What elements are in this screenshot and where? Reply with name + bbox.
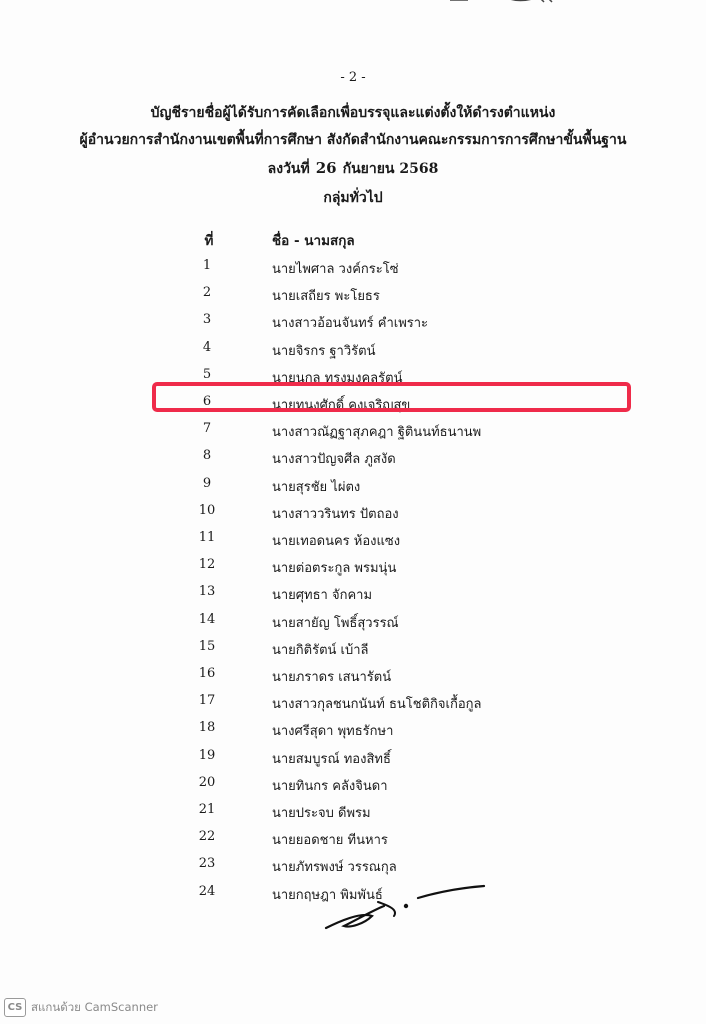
- list-item: [0, 748, 706, 775]
- column-header-number: ที่: [204, 233, 214, 249]
- row-name: นายนุกูล ทรงมงคลรัตน์: [272, 370, 403, 386]
- list-item: [0, 340, 706, 367]
- column-header-name: ชื่อ - นามสกุล: [272, 233, 355, 249]
- row-number: 9: [202, 475, 212, 491]
- row-number: 11: [198, 530, 216, 545]
- group-heading: กลุ่มทั่วไป: [323, 190, 383, 206]
- row-name: นายไพศาล วงค์กระโซ่: [272, 262, 399, 277]
- row-name: นายศุทธา จักคาม: [272, 588, 373, 604]
- list-item: [0, 285, 706, 312]
- row-name: นายเทอดนคร ห้องแซง: [272, 534, 401, 549]
- row-number: 12: [198, 557, 216, 573]
- row-number: 24: [198, 883, 216, 899]
- row-name: นายทนงศักดิ์ คงเจริญสุข: [272, 398, 411, 413]
- row-name: นายเสถียร พะโยธร: [272, 289, 380, 305]
- list-item: [0, 448, 706, 475]
- list-item: [0, 312, 706, 339]
- date-day: 26: [315, 159, 337, 177]
- list-item: [0, 612, 706, 639]
- row-number: 2: [202, 285, 212, 301]
- highlight-box: [152, 382, 631, 412]
- row-name: นายภัทรพงษ์ วรรณกุล: [272, 860, 397, 876]
- row-number: 4: [202, 339, 212, 355]
- list-item: [0, 530, 706, 557]
- row-name: นายภราดร เสนารัตน์: [272, 670, 392, 685]
- camscanner-watermark: [4, 998, 158, 1017]
- row-number: 13: [198, 584, 216, 600]
- list-item: [0, 775, 706, 802]
- row-name: นายยอดชาย ทีนหาร: [272, 833, 388, 849]
- list-item: [0, 476, 706, 503]
- row-number: 3: [202, 312, 212, 328]
- row-name: นางศรีสุดา พุทธรักษา: [272, 724, 394, 740]
- row-name: นางสาวกุลชนกนันท์ ธนโชติกิจเกื้อกูล: [272, 697, 482, 713]
- list-item: [0, 829, 706, 856]
- row-name: นางสาวณัฏฐาสุภคฎา ฐิตินนท์ธนานพ: [272, 425, 482, 441]
- date-line: [0, 158, 706, 180]
- list-item: [0, 421, 706, 448]
- list-item: [0, 557, 706, 584]
- row-number: 21: [198, 802, 216, 817]
- row-number: 14: [198, 611, 216, 627]
- row-name: นายสมบูรณ์ ทองสิทธิ์: [272, 751, 391, 767]
- row-name: นายประจบ ดีพรม: [272, 806, 371, 821]
- row-number: 23: [198, 856, 216, 872]
- top-edge-mark: [440, 0, 560, 4]
- list-item: [0, 802, 706, 829]
- row-name: นางสาวปัญจศีล ภูสงัด: [272, 452, 396, 468]
- page-number: - 2 -: [340, 70, 366, 85]
- title-line-1: บัญชีรายชื่อผู้ได้รับการคัดเลือกเพื่อบรรจุและแต่งตั้งให้ดำรงตำแหน่ง: [150, 105, 556, 121]
- row-number: 1: [202, 258, 212, 273]
- row-name: นายกฤษฎา พิมพันธ์: [272, 887, 383, 903]
- row-number: 20: [198, 774, 216, 790]
- list-item: [0, 639, 706, 666]
- row-name: นายสุรชัย ไผ่ตง: [272, 479, 361, 495]
- row-name: นายทินกร คลังจินดา: [272, 778, 388, 794]
- list-item: [0, 720, 706, 747]
- row-name: นายจิรกร ฐาวิรัตน์: [272, 343, 376, 359]
- row-number: 19: [198, 747, 216, 763]
- list-item: [0, 258, 706, 285]
- title-line-2: ผู้อำนวยการสำนักงานเขตพื้นที่การศึกษา สังกัดสำนักงานคณะกรรมการการศึกษาขั้นพื้นฐาน: [79, 132, 627, 148]
- row-number: 18: [198, 720, 216, 736]
- list-item: [0, 503, 706, 530]
- list-item: [0, 693, 706, 720]
- row-number: 5: [202, 366, 212, 382]
- row-name: นายสายัญ โพธิ์สุวรรณ์: [272, 615, 399, 631]
- date-prefix: ลงวันที่: [267, 161, 310, 177]
- row-number: 15: [198, 638, 216, 654]
- camscanner-icon: CS: [4, 998, 26, 1017]
- row-number: 8: [202, 448, 212, 464]
- list-item: [0, 666, 706, 693]
- signature: [320, 876, 490, 936]
- row-name: นายต่อตระกูล พรมนุ่น: [272, 561, 397, 577]
- row-name: นางสาวอ้อนจันทร์ คำเพราะ: [272, 316, 429, 332]
- row-number: 17: [198, 693, 216, 709]
- watermark-text: สแกนด้วย CamScanner: [31, 999, 158, 1014]
- date-suffix: กันยายน 2568: [342, 161, 439, 177]
- row-number: 7: [202, 421, 212, 437]
- row-number: 22: [198, 829, 216, 845]
- row-number: 10: [198, 502, 216, 518]
- list-item: [0, 584, 706, 611]
- row-name: นายกิติรัตน์ เบ้าลี: [272, 642, 369, 658]
- row-name: นางสาววรินทร ปัตถอง: [272, 506, 399, 522]
- row-number: 16: [198, 666, 216, 681]
- row-number: 6: [202, 394, 212, 409]
